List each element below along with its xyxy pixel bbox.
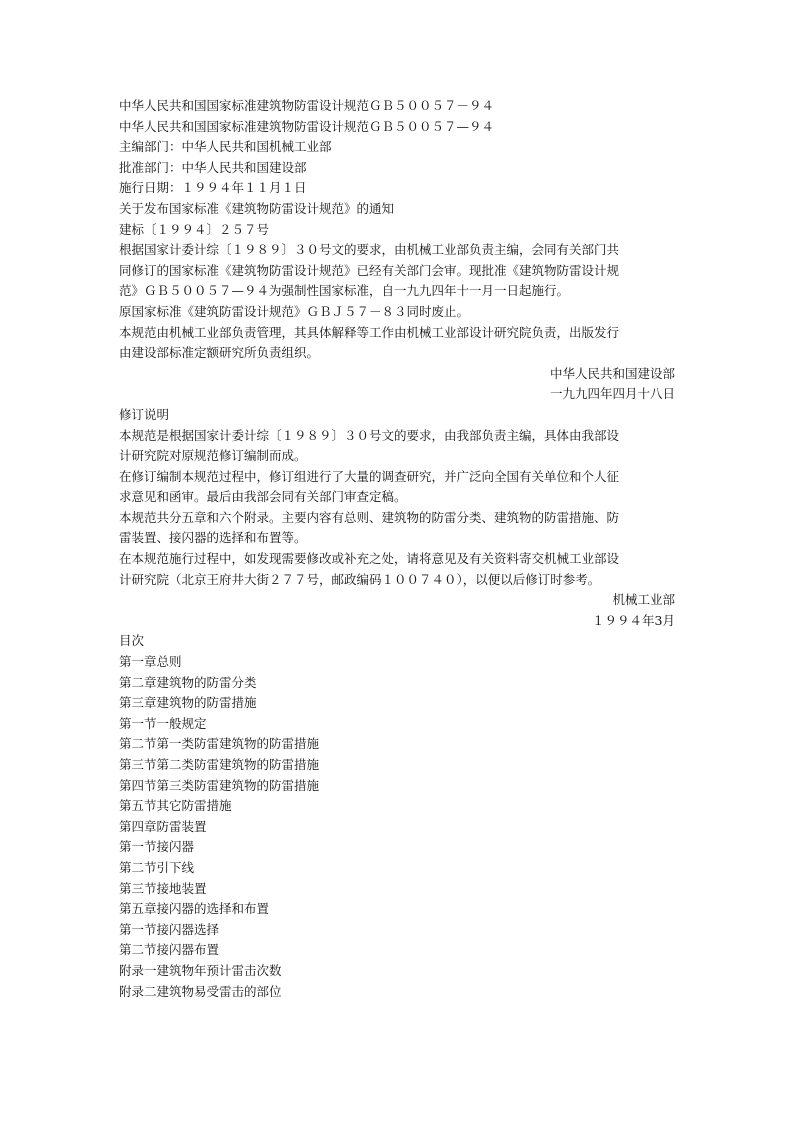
toc-item[interactable]: 第一节接闪器 [119,839,195,855]
approval-department: 批准部门：中华人民共和国建设部 [119,159,307,175]
toc-item[interactable]: 第三章建筑物的防雷措施 [119,695,257,711]
revision-paragraph: 计研究院对原规范修订编制而成。 [119,448,307,464]
revision-signer: 机械工业部 [612,592,675,608]
toc-item[interactable]: 第三节接地装置 [119,880,207,896]
document-body [119,96,675,1002]
toc-item[interactable]: 附录一建筑物年预计雷击次数 [119,962,282,978]
revision-paragraph: 求意见和函审。最后由我部会同有关部门审查定稿。 [119,489,407,505]
toc-item[interactable]: 第一节接闪器选择 [119,921,220,937]
revision-date: １９９４年3月 [592,612,675,628]
toc-item[interactable]: 第一章总则 [119,654,182,670]
standard-title-repeat: 中华人民共和国国家标准建筑物防雷设计规范ＧＢ５００５７—９４ [119,118,495,134]
notice-paragraph: 由建设部标准定额研究所负责组织。 [119,345,320,361]
revision-paragraph: 在修订编制本规范过程中，修订组进行了大量的调查研究，并广泛向全国有关单位和个人征 [119,468,620,484]
toc-item[interactable]: 第五章接闪器的选择和布置 [119,901,270,917]
revision-paragraph: 雷装置、接闪器的选择和布置等。 [119,530,307,546]
revision-paragraph: 在本规范施行过程中，如发现需要修改或补充之处，请将意见及有关资料寄交机械工业部设 [119,551,620,567]
notice-paragraph: 同修订的国家标准《建筑物防雷设计规范》已经有关部门会审。现批准《建筑物防雷设计规 [119,262,620,278]
notice-signer: 中华人民共和国建设部 [549,365,675,381]
toc-item[interactable]: 第五节其它防雷措施 [119,798,232,814]
toc-item[interactable]: 第二节接闪器布置 [119,942,220,958]
standard-title: 中华人民共和国国家标准建筑物防雷设计规范ＧＢ５００５７－９４ [119,98,495,113]
revision-title: 修订说明 [119,406,170,422]
toc-item[interactable]: 第三节第二类防雷建筑物的防雷措施 [119,757,320,772]
toc-item[interactable]: 第四章防雷装置 [119,818,207,834]
revision-paragraph: 本规范共分五章和六个附录。主要内容有总则、建筑物的防雷分类、建筑物的防雷措施、防 [119,509,620,525]
revision-paragraph: 计研究院（北京王府井大街２７７号，邮政编码１００７４０），以便以后修订时参考。 [119,571,601,587]
notice-doc-number: 建标〔１９９４〕２５７号 [119,221,270,237]
toc-item[interactable]: 第二节第一类防雷建筑物的防雷措施 [119,736,320,752]
toc-item[interactable]: 第二章建筑物的防雷分类 [119,674,257,690]
notice-paragraph: 原国家标准《建筑防雷设计规范》ＧＢＪ５７－８３同时废止。 [119,303,470,319]
notice-paragraph: 根据国家计委计综〔１９８９〕３０号文的要求，由机械工业部负责主编，会同有关部门共 [119,242,620,258]
editor-department: 主编部门：中华人民共和国机械工业部 [119,139,332,155]
notice-date: 一九九四年四月十八日 [549,386,675,402]
notice-paragraph: 范》ＧＢ５００５７—９４为强制性国家标准，自一九九四年十一月一日起施行。 [119,283,570,299]
toc-title: 目次 [119,633,145,649]
toc-list [119,652,675,1002]
toc-item[interactable]: 附录二建筑物易受雷击的部位 [119,983,282,999]
toc-item[interactable]: 第二节引下线 [119,859,195,875]
notice-title: 关于发布国家标准《建筑物防雷设计规范》的通知 [119,200,395,216]
notice-paragraph: 本规范由机械工业部负责管理，其具体解释等工作由机械工业部设计研究院负责，出版发行 [119,324,620,340]
effective-date: 施行日期：１９９４年１１月１日 [119,180,307,196]
toc-item[interactable]: 第四节第三类防雷建筑物的防雷措施 [119,777,320,793]
toc-item[interactable]: 第一节一般规定 [119,715,207,731]
revision-paragraph: 本规范是根据国家计委计综〔１９８９〕３０号文的要求，由我部负责主编，具体由我部设 [119,427,620,443]
